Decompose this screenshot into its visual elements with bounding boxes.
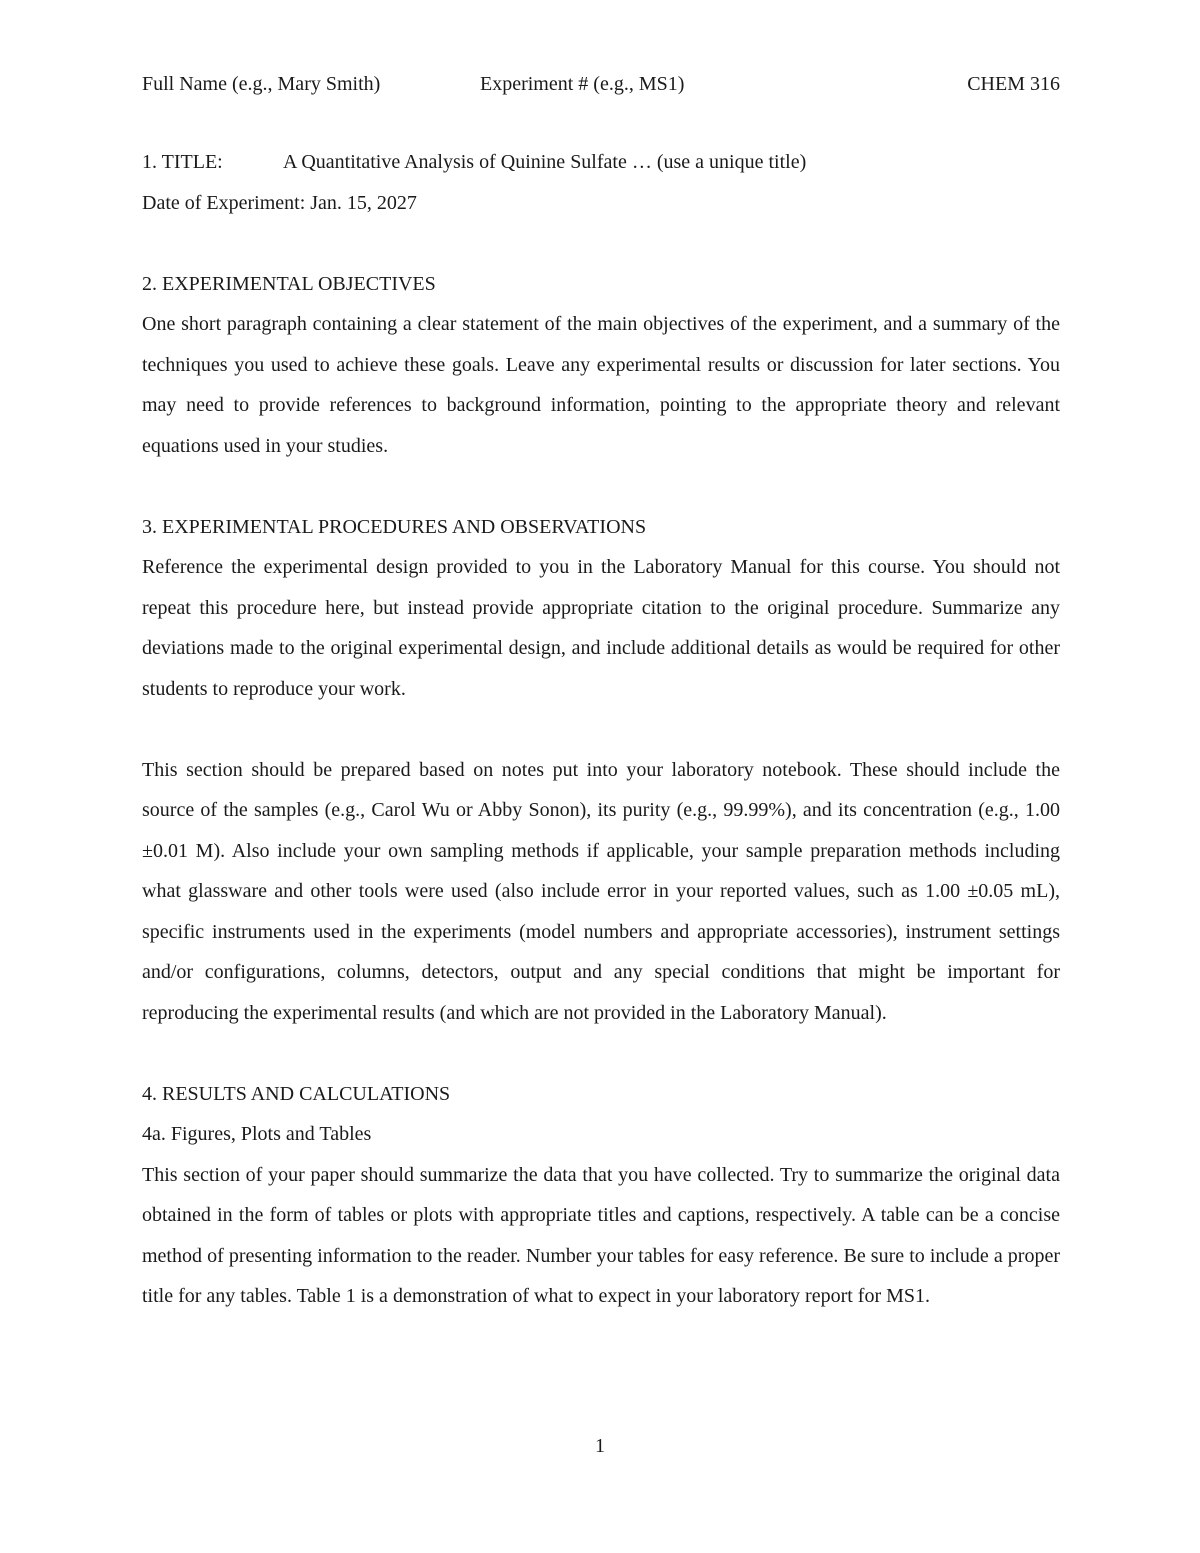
experiment-date: Date of Experiment: Jan. 15, 2027 xyxy=(142,191,417,214)
header-course: CHEM 316 xyxy=(967,73,1060,95)
title-line xyxy=(142,142,1060,183)
header-name: Full Name (e.g., Mary Smith) xyxy=(142,73,381,95)
procedures-paragraph-1: Reference the experimental design provided to you in the Laboratory Manual for this course. You should not repeat this procedure here, but instead provide appropriate citation to the original procedure. Summarize any deviations made to the original experimental design, and include additional details as would be required for other students to reproduce your work. xyxy=(142,556,1060,700)
objectives-body: One short paragraph containing a clear statement of the main objectives of the experiment, and a summary of the techniques you used to achieve these goals. Leave any experimental results or discussion for later sections. You may need to provide references to background information, pointing to the appropriate theory and relevant equations used in your studies. xyxy=(142,313,1060,457)
results-subheading: 4a. Figures, Plots and Tables xyxy=(142,1123,372,1145)
results-body: This section of your paper should summarize the data that you have collected. Try to summarize the original data obtained in the form of tables or plots with appropriate titles and captions, respectively. A table can be a concise method of presenting information to the reader. Number your tables for easy reference. Be sure to include a proper title for any tables. Table 1 is a demonstration of what to expect in your laboratory report for MS1. xyxy=(142,1163,1060,1307)
objectives-heading: 2. EXPERIMENTAL OBJECTIVES xyxy=(142,272,436,295)
page-number: 1 xyxy=(595,1435,605,1457)
results-heading: 4. RESULTS AND CALCULATIONS xyxy=(142,1082,451,1105)
page-header xyxy=(142,70,1060,98)
document-body xyxy=(142,142,1060,1317)
procedures-paragraph-2: This section should be prepared based on notes put into your laboratory notebook. These should include the source of the samples (e.g., Carol Wu or Abby Sonon), its purity (e.g., 99.99%), and its concentration (e.g., 1.00 ±0.01 M). Also include your own sampling methods if applicable, your sample preparation methods including what glassware and other tools were used (also include error in your reported values, such as 1.00 ±0.05 mL), specific instruments used in the experiments (model numbers and appropriate accessories), instrument settings and/or configurations, columns, detectors, output and any special conditions that might be important for reproducing the experimental results (and which are not provided in the Laboratory Manual). xyxy=(142,758,1060,1024)
header-experiment: Experiment # (e.g., MS1) xyxy=(480,73,685,95)
procedures-heading: 3. EXPERIMENTAL PROCEDURES AND OBSERVATIONS xyxy=(142,515,647,538)
title-label: 1. TITLE: xyxy=(142,151,223,173)
report-title: A Quantitative Analysis of Quinine Sulfate … (use a unique title) xyxy=(283,151,807,173)
